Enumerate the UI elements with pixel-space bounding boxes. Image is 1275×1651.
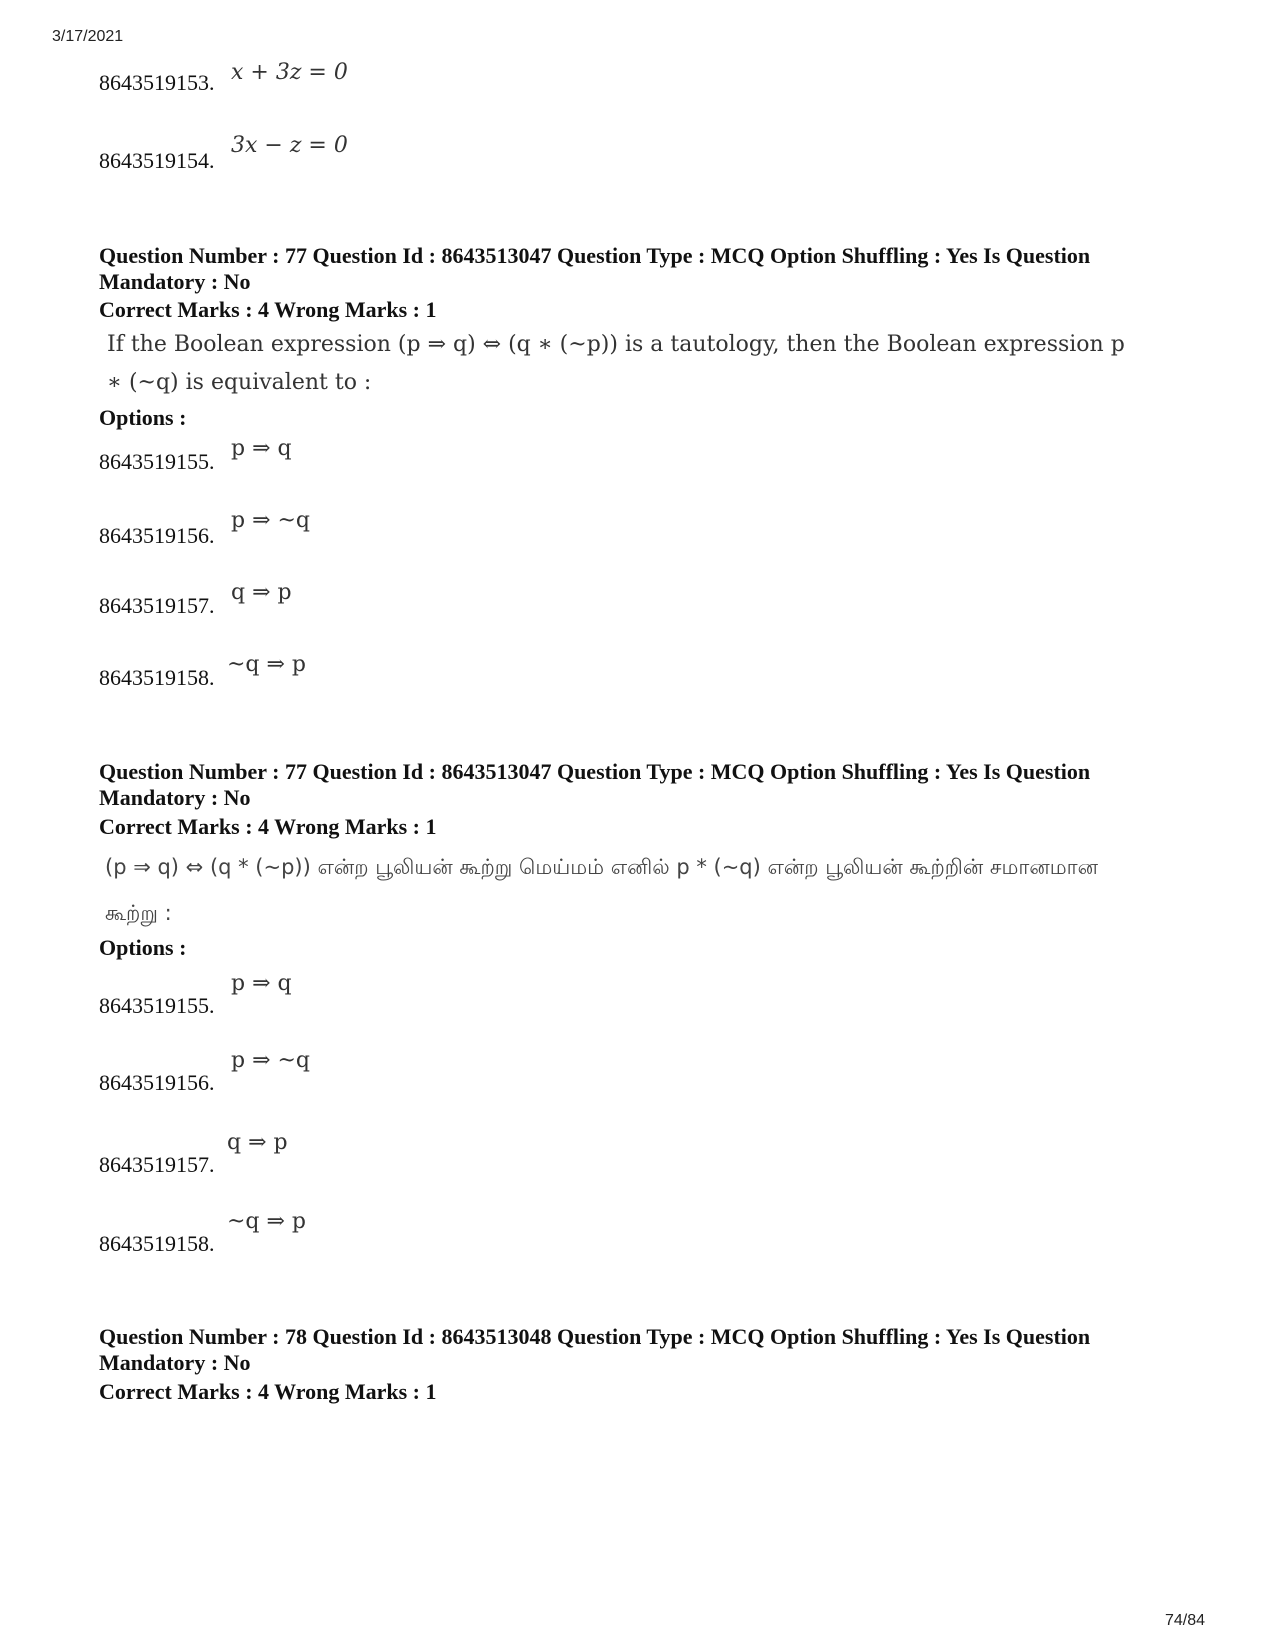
option-equation: p ⇒ q [231,971,292,996]
option-id: 8643519155. [99,993,215,1018]
option-equation: p ⇒ ~q [231,508,311,533]
option-id: 8643519157. [99,1152,215,1177]
print-date: 3/17/2021 [52,28,124,45]
option-id: 8643519156. [99,523,215,548]
question-text: (p ⇒ q) ⇔ (q * (~p)) என்ற பூலியன் கூற்று மெய்மம் எனில் p * (~q) என்ற பூலியன் கூற்றின் சமானமான கூற்று : [105,855,1098,925]
option-equation: p ⇒ q [231,436,292,461]
question-marks: Correct Marks : 4 Wrong Marks : 1 [99,1379,437,1404]
option-id: 8643519157. [99,593,215,618]
option-equation: ~q ⇒ p [227,1209,307,1234]
option-id: 8643519158. [99,1231,215,1256]
question-header: Question Number : 77 Question Id : 8643513047 Question Type : MCQ Option Shuffling : Yes Is Question Mandatory : No [99,243,1091,294]
options-label: Options : [99,935,187,960]
option-id: 8643519155. [99,449,215,474]
question-marks: Correct Marks : 4 Wrong Marks : 1 [99,297,437,322]
option-equation: q ⇒ p [231,580,292,605]
option-id: 8643519153. [99,70,215,95]
option-equation: q ⇒ p [227,1130,288,1155]
options-label: Options : [99,405,187,430]
option-equation: ~q ⇒ p [227,652,307,677]
option-id: 8643519156. [99,1070,215,1095]
page-number: 74/84 [1165,1612,1206,1629]
question-header: Question Number : 77 Question Id : 8643513047 Question Type : MCQ Option Shuffling : Yes Is Question Mandatory : No [99,759,1091,810]
option-equation: x + 3z = 0 [231,60,348,85]
question-text: If the Boolean expression (p ⇒ q) ⇔ (q ∗ (~p)) is a tautology, then the Boolean expression p ∗ (~q) is equivalent to : [107,332,1125,395]
option-equation: p ⇒ ~q [231,1048,311,1073]
question-marks: Correct Marks : 4 Wrong Marks : 1 [99,814,437,839]
question-header: Question Number : 78 Question Id : 8643513048 Question Type : MCQ Option Shuffling : Yes Is Question Mandatory : No [99,1324,1091,1375]
option-id: 8643519154. [99,148,215,173]
option-equation: 3x − z = 0 [231,133,348,158]
option-id: 8643519158. [99,665,215,690]
